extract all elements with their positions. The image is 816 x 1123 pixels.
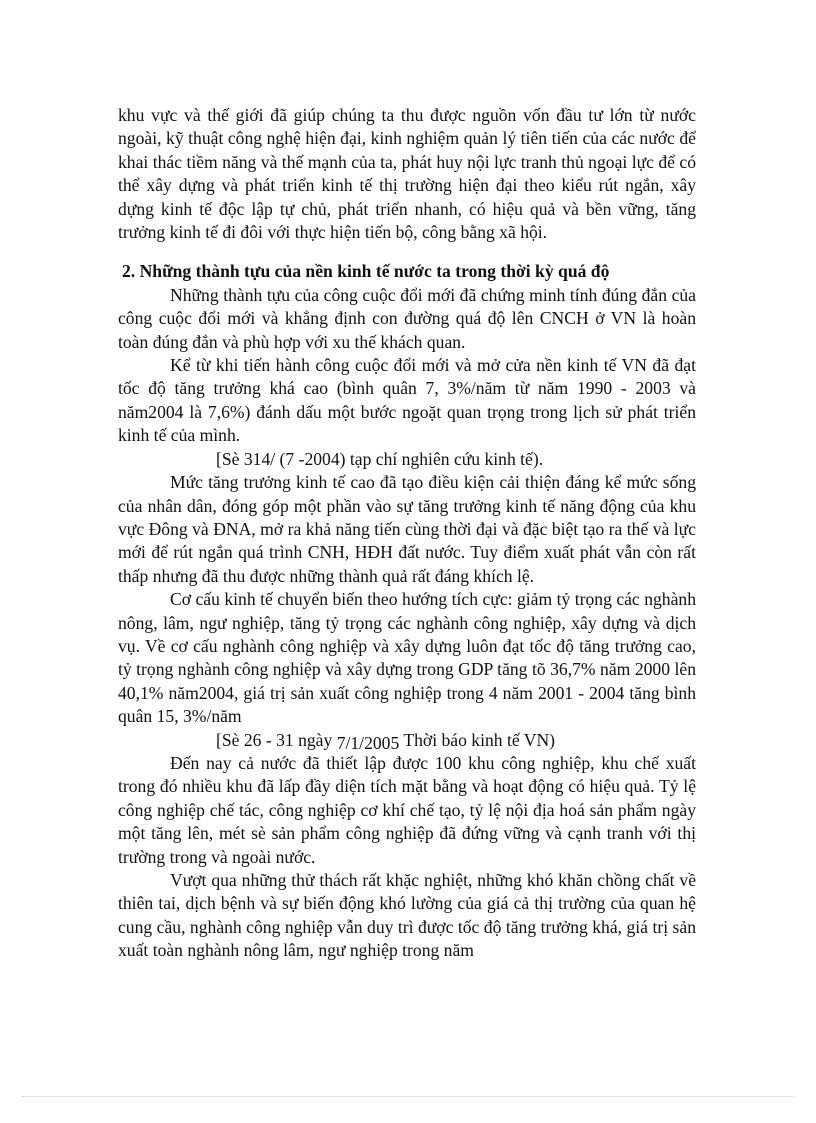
paragraph-industrial-zones: Đến nay cả nước đã thiết lập được 100 khu công nghiệp, khu chế xuất trong đó nhiều khu đã lấp đầy diện tích mặt bằng và hoạt động có hiệu quả. Tỷ lệ công nghiệp chế tác, công nghiệp cơ khí chế tạo, tỷ lệ nội địa hoá sản phẩm ngày một tăng lên, mét sè sản phẩm công nghiệp đã đứng vững và cạnh tranh với thị trường trong và ngoài nước. — [118, 752, 696, 867]
page-bottom-border — [22, 1096, 794, 1097]
paragraph-achievements: Những thành tựu của công cuộc đổi mới đã chứng minh tính đúng đắn của công cuộc đổi mới và khẳng định con đường quá độ lên CNCH ở VN là hoàn toàn đúng đắn và phù hợp với xu thế khách quan. — [118, 284, 696, 352]
document-body — [118, 104, 696, 963]
intro-paragraph: khu vực và thế giới đã giúp chúng ta thu được nguồn vốn đầu tư lớn từ nước ngoài, kỹ thuật công nghệ hiện đại, kinh nghiệm quản lý tiên tiến của các nước để khai thác tiềm năng và thế mạnh của ta, phát huy nội lực tranh thủ ngoại lực để có thể xây dựng và phát triển kinh tế thị trường hiện đại theo kiểu rút ngắn, xây dựng kinh tế độc lập tự chủ, phát triển nhanh, có hiệu quả và bền vững, tăng trưởng kinh tế đi đôi với thực hiện tiến bộ, công bằng xã hội. — [118, 105, 696, 243]
citation-source: Thời báo kinh tế VN) — [403, 729, 556, 750]
citation-date: 7/1/2005 — [336, 732, 400, 753]
citation-economic-journal: [Sè 314/ (7 -2004) tạp chí nghiên cứu kinh tế). — [216, 448, 544, 469]
citation-issue: [Sè 26 - 31 ngày — [216, 729, 333, 750]
paragraph-challenges: Vượt qua những thử thách rất khặc nghiệt, những khó khăn chồng chất về thiên tai, dịch bệnh và sự biến động khó lường của giá cả thị trường của quan hệ cung cầu, nghành công nghiệp vẫn duy trì được tốc độ tăng trưởng khá, giá trị sản xuất toàn nghành nông lâm, ngư nghiệp trong năm — [118, 870, 696, 961]
paragraph-living-standards: Mức tăng trưởng kinh tế cao đã tạo điều kiện cải thiện đáng kể mức sống của nhân dân, đóng góp một phần vào sự tăng trưởng kinh tế năng động của khu vực Đông và ĐNA, mở ra khả năng tiến cùng thời đại và đặc biệt tạo ra thế và lực mới để rút ngắn quá trình CNH, HĐH đất nước. Tuy điểm xuất phát vẫn còn rất thấp nhưng đã thu được những thành quả rất đáng khích lệ. — [118, 472, 696, 586]
paragraph-growth-rate: Kể từ khi tiến hành công cuộc đổi mới và mở cửa nền kinh tế VN đã đạt tốc độ tăng trưởng khá cao (bình quân 7, 3%/năm từ năm 1990 - 2003 và năm2004 là 7,6%) đánh dấu một bước ngoặt quan trọng trong lịch sử phát triển kinh tế của mình. — [118, 355, 696, 446]
citation-economic-times — [118, 729, 696, 752]
section-heading: 2. Những thành tựu của nền kinh tế nước ta trong thời kỳ quá độ — [122, 261, 610, 282]
paragraph-economic-structure: Cơ cấu kinh tế chuyển biến theo hướng tích cực: giảm tỷ trọng các nghành nông, lâm, ngư nghiệp, tăng tỷ trọng các nghành công nghiệp, xây dựng và dịch vụ. Về cơ cấu nghành công nghiệp và xây dựng luôn đạt tốc độ tăng trưởng cao, tỷ trọng nghành công nghiệp và xây dựng trong GDP tăng tõ 36,7% năm 2000 lên 40,1% năm2004, giá trị sản xuất công nghiệp trong 4 năm 2001 - 2004 tăng bình quân 15, 3%/năm — [118, 589, 696, 727]
